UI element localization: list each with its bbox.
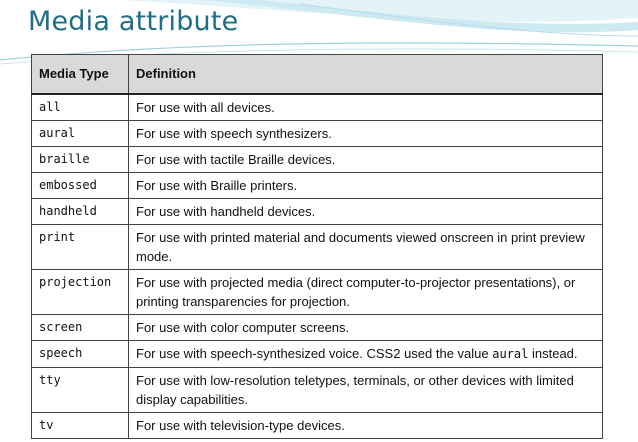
media-type-cell: braille [32, 147, 129, 173]
media-type-cell: projection [32, 270, 129, 315]
definition-text: For use with speech-synthesized voice. CSS2 used the value [136, 346, 493, 361]
table-header-row [32, 55, 603, 95]
definition-cell: For use with tactile Braille devices. [129, 147, 603, 173]
table-row [32, 94, 603, 121]
media-types-table [31, 54, 603, 439]
media-type-cell: speech [32, 341, 129, 368]
media-type-cell: tv [32, 413, 129, 439]
media-type-cell: tty [32, 368, 129, 413]
table-row [32, 199, 603, 225]
table-row [32, 147, 603, 173]
media-type-cell: handheld [32, 199, 129, 225]
slide-title: Media attribute [28, 6, 239, 37]
definition-cell: For use with all devices. [129, 94, 603, 121]
definition-cell: For use with television-type devices. [129, 413, 603, 439]
table-row [32, 121, 603, 147]
definition-cell: For use with projected media (direct computer-to-projector presentations), or printing transparencies for projection. [129, 270, 603, 315]
media-type-cell: print [32, 225, 129, 270]
definition-text: instead. [528, 346, 578, 361]
table-row [32, 270, 603, 315]
definition-cell: For use with printed material and documents viewed onscreen in print preview mode. [129, 225, 603, 270]
definition-cell: For use with low-resolution teletypes, terminals, or other devices with limited display capabilities. [129, 368, 603, 413]
definition-cell [129, 341, 603, 368]
table-row [32, 368, 603, 413]
table-row [32, 413, 603, 439]
media-type-cell: all [32, 94, 129, 121]
definition-cell: For use with color computer screens. [129, 315, 603, 341]
definition-cell: For use with speech synthesizers. [129, 121, 603, 147]
inline-code: aural [492, 347, 529, 361]
header-media-type: Media Type [32, 55, 129, 95]
header-definition: Definition [129, 55, 603, 95]
media-types-table-container [31, 54, 603, 439]
media-type-cell: screen [32, 315, 129, 341]
media-type-cell: embossed [32, 173, 129, 199]
definition-cell: For use with handheld devices. [129, 199, 603, 225]
table-row [32, 225, 603, 270]
definition-cell: For use with Braille printers. [129, 173, 603, 199]
table-row [32, 341, 603, 368]
table-row [32, 315, 603, 341]
table-row [32, 173, 603, 199]
media-type-cell: aural [32, 121, 129, 147]
